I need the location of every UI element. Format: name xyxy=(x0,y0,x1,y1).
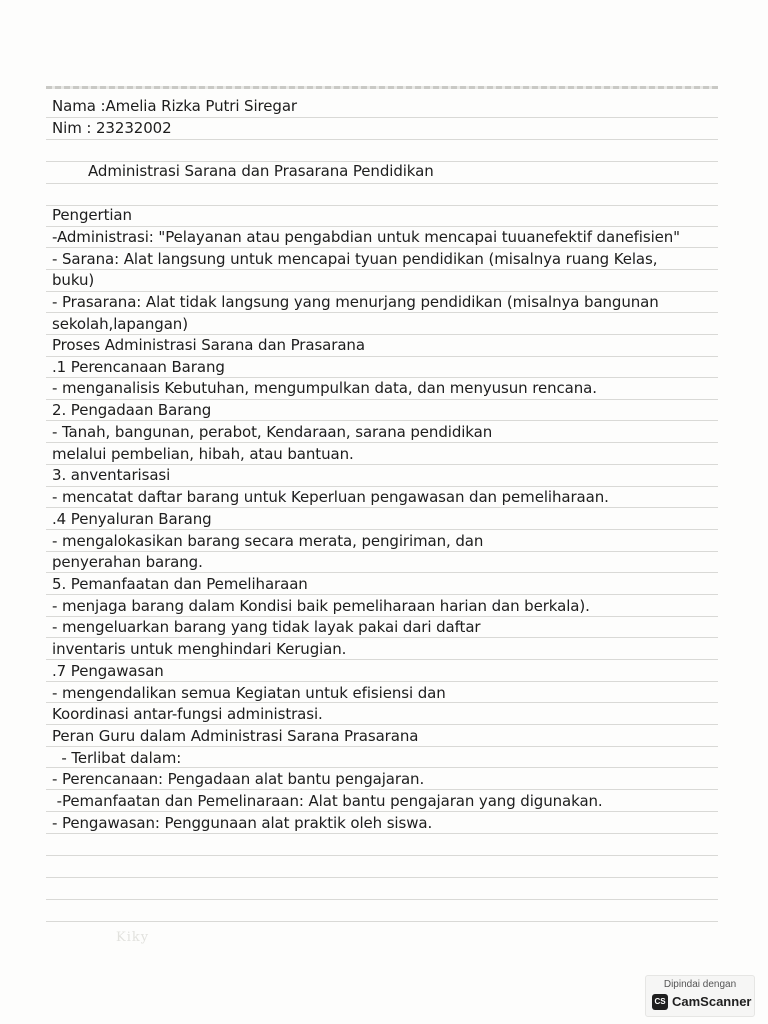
ruled-line xyxy=(46,226,718,227)
ruled-line xyxy=(46,702,718,703)
student-id-line: Nim : 23232002 xyxy=(52,119,172,137)
text-line: .4 Penyaluran Barang xyxy=(52,510,212,528)
text-line: sekolah,lapangan) xyxy=(52,315,188,333)
ruled-line xyxy=(46,486,718,487)
ruled-line xyxy=(46,139,718,140)
text-line: 2. Pengadaan Barang xyxy=(52,401,212,419)
text-line: melalui pembelian, hibah, atau bantuan. xyxy=(52,445,354,463)
ruled-line xyxy=(46,855,718,856)
ruled-line xyxy=(46,616,718,617)
ruled-line xyxy=(46,833,718,834)
ruled-line xyxy=(46,464,718,465)
text-line: - Pengawasan: Penggunaan alat praktik oleh siswa. xyxy=(52,814,433,832)
ruled-line xyxy=(46,291,718,292)
text-line: buku) xyxy=(52,271,95,289)
student-name-line: Nama :Amelia Rizka Putri Siregar xyxy=(52,97,297,115)
badge-caption: Dipindai dengan xyxy=(663,979,737,990)
ruled-line xyxy=(46,529,718,530)
document-title: Administrasi Sarana dan Prasarana Pendidikan xyxy=(88,162,434,180)
text-line: - Sarana: Alat langsung untuk mencapai tyuan pendidikan (misalnya ruang Kelas, xyxy=(52,250,658,268)
ruled-line xyxy=(46,205,718,206)
section-heading: Proses Administrasi Sarana dan Prasarana xyxy=(52,336,365,354)
text-line: - mengalokasikan barang secara merata, pengiriman, dan xyxy=(52,532,484,550)
ruled-line xyxy=(46,247,718,248)
section-heading: Peran Guru dalam Administrasi Sarana Prasarana xyxy=(52,727,419,745)
ruled-line xyxy=(46,117,718,118)
ruled-line xyxy=(46,659,718,660)
text-line: - Terlibat dalam: xyxy=(52,749,182,767)
ruled-line xyxy=(46,789,718,790)
ruled-line xyxy=(46,551,718,552)
ruled-line xyxy=(46,811,718,812)
text-line: -Pemanfaatan dan Pemelinaraan: Alat bantu pengajaran yang digunakan. xyxy=(52,792,603,810)
ruled-line xyxy=(46,594,718,595)
text-line: - menganalisis Kebutuhan, mengumpulkan data, dan menyusun rencana. xyxy=(52,379,597,397)
text-line: - mengeluarkan barang yang tidak layak pakai dari daftar xyxy=(52,618,481,636)
text-line: - mencatat daftar barang untuk Keperluan pengawasan dan pemeliharaan. xyxy=(52,488,609,506)
badge-app-name: CamScanner xyxy=(672,994,752,1009)
ruled-line xyxy=(46,442,718,443)
ruled-line xyxy=(46,420,718,421)
text-line: - mengendalikan semua Kegiatan untuk efisiensi dan xyxy=(52,684,446,702)
ruled-line xyxy=(46,681,718,682)
ruled-line xyxy=(46,312,718,313)
text-line: - Prasarana: Alat tidak langsung yang menurjang pendidikan (misalnya bangunan xyxy=(52,293,659,311)
ruled-line xyxy=(46,356,718,357)
faded-stamp: Kiky xyxy=(116,930,150,945)
text-line: 5. Pemanfaatan dan Pemeliharaan xyxy=(52,575,308,593)
ruled-line xyxy=(46,921,718,922)
camscanner-logo-icon: CS xyxy=(652,994,668,1010)
text-line: .7 Pengawasan xyxy=(52,662,164,680)
ruled-line xyxy=(46,899,718,900)
ruled-line xyxy=(46,877,718,878)
ruled-line xyxy=(46,724,718,725)
text-line: .1 Perencanaan Barang xyxy=(52,358,225,376)
text-line: inventaris untuk menghindari Kerugian. xyxy=(52,640,347,658)
ruled-line xyxy=(46,572,718,573)
ruled-line xyxy=(46,183,718,184)
text-line: penyerahan barang. xyxy=(52,553,203,571)
ruled-line xyxy=(46,767,718,768)
ruled-line xyxy=(46,377,718,378)
ruled-line xyxy=(46,507,718,508)
text-line: -Administrasi: "Pelayanan atau pengabdian untuk mencapai tuuanefektif danefisien" xyxy=(52,228,680,246)
top-rule xyxy=(46,86,718,89)
text-line: - Perencanaan: Pengadaan alat bantu pengajaran. xyxy=(52,770,425,788)
text-line: - menjaga barang dalam Kondisi baik pemeliharaan harian dan berkala). xyxy=(52,597,590,615)
text-line: 3. anventarisasi xyxy=(52,466,171,484)
camscanner-badge xyxy=(645,975,755,1017)
ruled-line xyxy=(46,399,718,400)
ruled-line xyxy=(46,334,718,335)
ruled-line xyxy=(46,269,718,270)
text-line: Koordinasi antar-fungsi administrasi. xyxy=(52,705,323,723)
text-line: - Tanah, bangunan, perabot, Kendaraan, sarana pendidikan xyxy=(52,423,493,441)
ruled-line xyxy=(46,637,718,638)
section-heading: Pengertian xyxy=(52,206,132,224)
ruled-line xyxy=(46,746,718,747)
